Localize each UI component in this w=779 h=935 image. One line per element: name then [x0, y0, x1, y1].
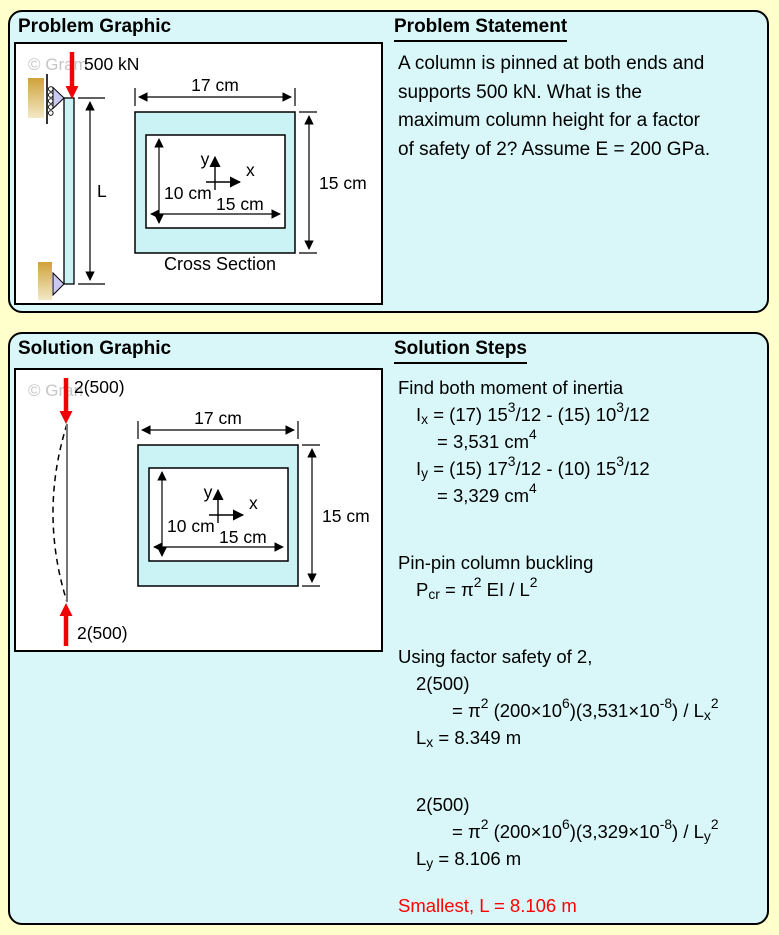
step-line: = $\pi^2$ $(200\times 10^6)(3,531\times 10^{-8}) / L_x^2$ [452, 695, 719, 724]
outer-height-label: 15 cm [322, 506, 370, 526]
inner-width-label: 15 cm [216, 194, 264, 214]
load-arrow-up-icon [60, 603, 73, 646]
y-axis-label: y [203, 482, 213, 502]
inner-height-label: 10 cm [167, 516, 215, 536]
solution-graphic-box [14, 368, 383, 652]
inner-height-label: 10 cm [164, 183, 212, 203]
copyright-watermark: © Gran [28, 381, 84, 400]
length-label: L [97, 181, 107, 201]
bottom-load-label: 2(500) [77, 623, 128, 643]
outer-height-dimension [299, 112, 317, 253]
text-line: maximum column height for a factor [398, 110, 701, 131]
text-line: supports 500 kN. What is the [398, 81, 642, 103]
step-line: $I_x = (17)$ $15^3/12 - (15)$ $10^3/12$ [416, 399, 650, 428]
step-line: Pin-pin column buckling [398, 552, 594, 573]
bottom-pin-support [38, 262, 64, 300]
top-load-label: 2(500) [74, 377, 125, 397]
inner-width-label: 15 cm [219, 527, 267, 547]
step-line: = $\pi^2$ $(200\times 10^6)(3,329\times 10^{-8}) / L_y^2$ [452, 816, 719, 845]
column-bar [64, 98, 74, 284]
step-gap [398, 509, 766, 529]
step-gap [398, 872, 766, 892]
step-gap [398, 771, 766, 791]
answer-line: Smallest, L = 8.106 m [398, 895, 577, 916]
outer-height-dimension [302, 445, 320, 586]
step-gap [398, 751, 766, 771]
buckled-shape [53, 424, 67, 602]
problem-graphic-box [14, 42, 383, 305]
x-axis-label: x [249, 493, 258, 513]
load-label: 500 kN [84, 54, 140, 74]
top-pin-support [28, 74, 64, 124]
outer-width-label: 17 cm [194, 408, 242, 428]
cross-section [138, 408, 370, 586]
problem-graphic-title: Problem Graphic [18, 16, 172, 37]
problem-panel [8, 10, 769, 313]
cross-section [135, 75, 367, 274]
step-gap [398, 623, 766, 643]
bottom-wall [38, 262, 52, 300]
step-line: = 3,329 $cm^4$ [437, 480, 537, 506]
outer-height-label: 15 cm [319, 173, 367, 193]
text-line: of safety of 2? Assume E = 200 GPa. [398, 138, 711, 160]
step-line: $P_{cr} = \pi^2$ EI / $L^2$ [416, 574, 538, 603]
step-line: Using factor safety of 2, [398, 646, 593, 667]
problem-statement-text [398, 50, 763, 164]
y-axis-label: y [200, 149, 210, 169]
solution-steps-title: Solution Steps [394, 338, 527, 364]
text-line: A column is pinned at both ends and [398, 53, 705, 74]
step-line: 2(500) [416, 794, 470, 815]
step-line: = 3,531 $cm^4$ [437, 426, 537, 452]
outer-width-label: 17 cm [191, 75, 239, 95]
step-line: $L_x = 8.349$ m [416, 727, 522, 751]
step-gap [398, 529, 766, 549]
top-wall [28, 78, 44, 118]
copyright-watermark: © Gram [28, 55, 88, 74]
step-gap [398, 603, 766, 623]
solution-steps [398, 374, 766, 919]
cross-section-caption: Cross Section [163, 254, 277, 274]
solution-panel [8, 332, 769, 925]
solution-graphic-title: Solution Graphic [18, 338, 172, 359]
problem-graphic [16, 44, 381, 303]
step-line: 2(500) [416, 673, 470, 694]
x-axis-label: x [246, 160, 255, 180]
solution-graphic [16, 370, 381, 650]
step-line: $L_y = 8.106$ m [416, 848, 522, 872]
step-line: Find both moment of inertia [398, 377, 624, 398]
step-line: $I_y = (15)$ $17^3/12 - (10)$ $15^3/12$ [416, 453, 650, 482]
problem-statement-title: Problem Statement [394, 16, 567, 42]
